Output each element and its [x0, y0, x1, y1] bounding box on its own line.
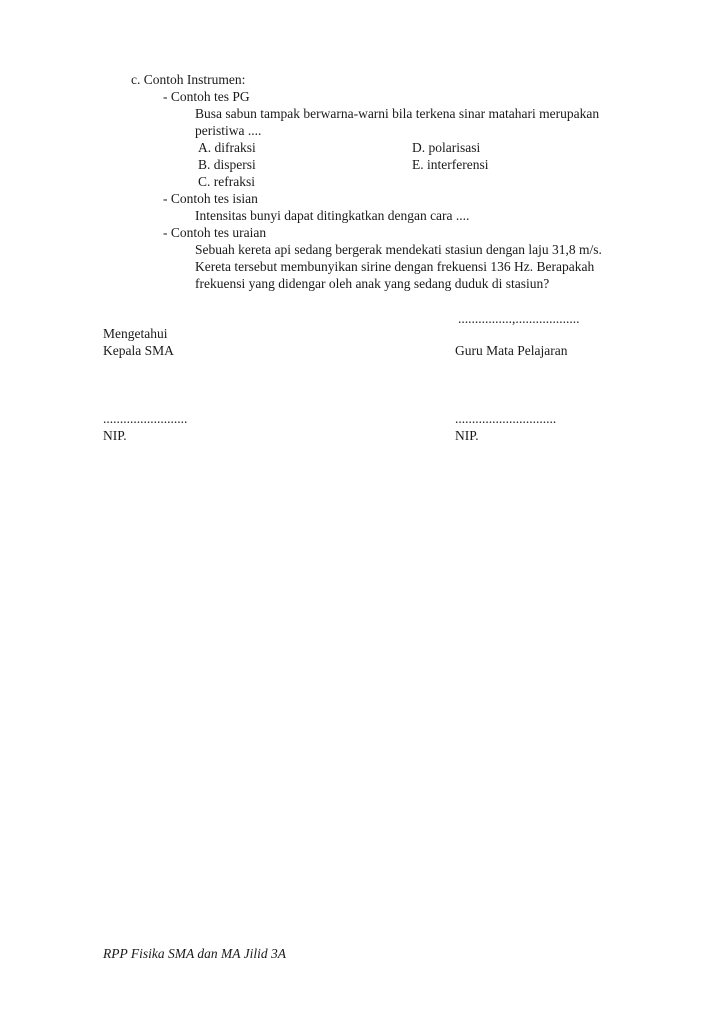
- pg-question-line2: peristiwa ....: [195, 123, 262, 138]
- pg-question-line1: Busa sabun tampak berwarna-warni bila terkena sinar matahari merupakan: [195, 106, 600, 121]
- signature-left-dots: .........................: [103, 411, 188, 426]
- signature-right-nip: NIP.: [455, 428, 479, 443]
- isian-question: Intensitas bunyi dapat ditingkatkan dengan cara ....: [195, 208, 470, 223]
- signature-left-nip: NIP.: [103, 428, 127, 443]
- signature-right-title: Guru Mata Pelajaran: [455, 343, 568, 358]
- section-heading: c. Contoh Instrumen:: [131, 72, 246, 87]
- pg-option-c: C. refraksi: [198, 174, 255, 189]
- page-footer: RPP Fisika SMA dan MA Jilid 3A: [103, 946, 286, 961]
- uraian-label: - Contoh tes uraian: [163, 225, 267, 240]
- pg-option-d: D. polarisasi: [412, 140, 481, 155]
- pg-option-a: A. difraksi: [198, 140, 256, 155]
- signature-left-line2: Kepala SMA: [103, 343, 174, 358]
- pg-option-e: E. interferensi: [412, 157, 489, 172]
- uraian-line1: Sebuah kereta api sedang bergerak mendekati stasiun dengan laju 31,8 m/s.: [195, 242, 602, 257]
- signature-right-dots: ..............................: [455, 411, 557, 426]
- uraian-line3: frekuensi yang didengar oleh anak yang sedang duduk di stasiun?: [195, 276, 550, 291]
- pg-label: - Contoh tes PG: [163, 89, 250, 104]
- place-date-dots: ................,...................: [458, 311, 580, 326]
- pg-option-b: B. dispersi: [198, 157, 256, 172]
- isian-label: - Contoh tes isian: [163, 191, 258, 206]
- uraian-line2: Kereta tersebut membunyikan sirine dengan frekuensi 136 Hz. Berapakah: [195, 259, 595, 274]
- signature-left-line1: Mengetahui: [103, 326, 168, 341]
